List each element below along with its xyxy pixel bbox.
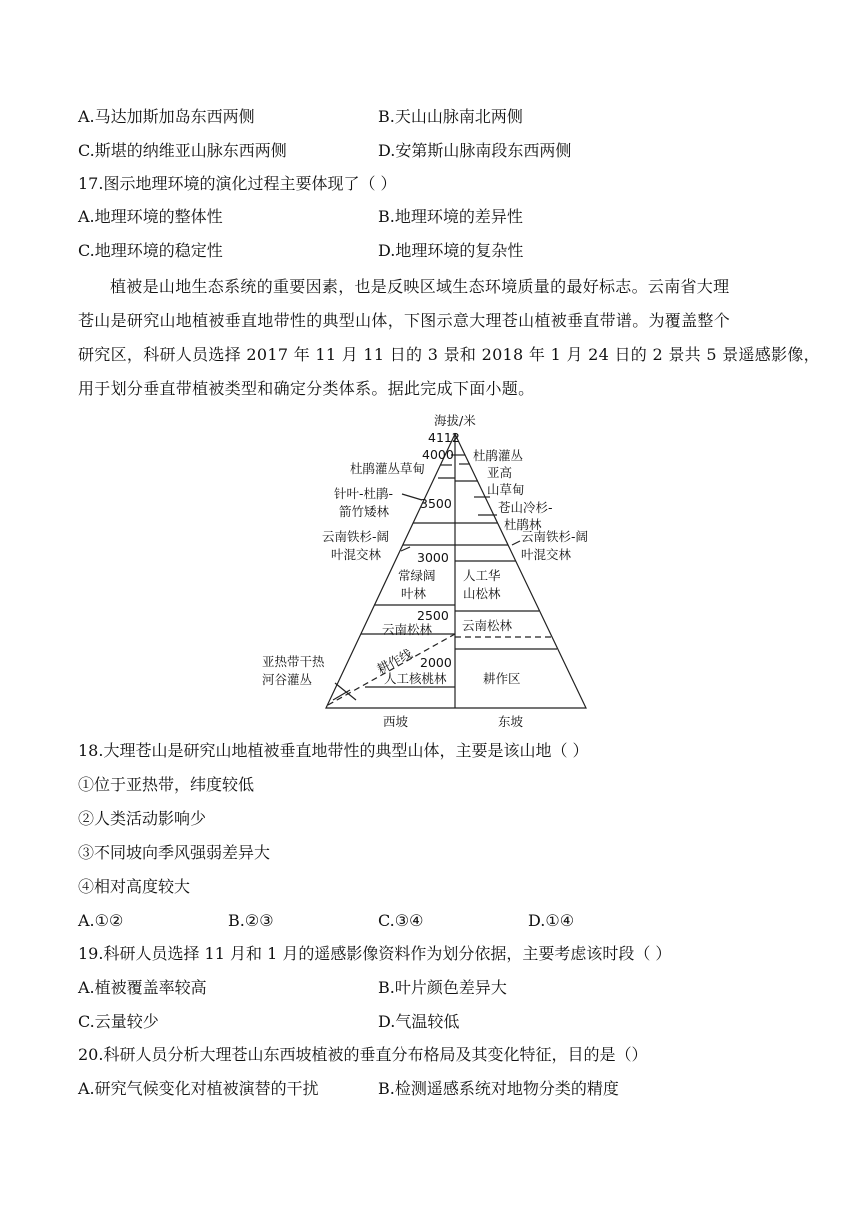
q18-statement-4: ④相对高度较大 [78,877,191,896]
east-slope-label: 东坡 [498,714,524,729]
west-walnut: 人工核桃林 [384,671,447,686]
west-needle-leaf-line1: 针叶-杜鹃- [334,486,394,501]
elev-2000-label: 2000 [420,655,452,670]
q17-option-c: C.地理环境的稳定性 [78,241,223,260]
elev-4112-label: 4112 [428,430,460,445]
west-needle-leaf-line2: 箭竹矮林 [339,504,390,519]
q20-option-b: B.检测遥感系统对地物分类的精度 [378,1079,619,1098]
q18-statement-2: ②人类活动影响少 [78,809,207,828]
q16-option-a: A.马达加斯加岛东西两侧 [78,107,255,126]
q17-option-b: B.地理环境的差异性 [378,207,523,226]
q18-statement-3: ③不同坡向季风强弱差异大 [78,843,271,862]
q17-option-a: A.地理环境的整体性 [78,207,223,226]
q18-option-b: B.②③ [228,911,274,930]
q19-option-d: D.气温较低 [378,1012,460,1031]
q18-option-a: A.①② [78,911,124,930]
intro-line-3: 研究区，科研人员选择 2017 年 11 月 11 日的 3 景和 2018 年 1 月 24 日的 2 景共 5 景遥感影像， [78,345,820,364]
west-mixed-forest-line1: 云南铁杉-阔 [322,529,390,544]
west-subtropical-line2: 河谷灌丛 [262,672,313,687]
west-subtropical-line1: 亚热带干热 [262,654,325,669]
q20-option-a: A.研究气候变化对植被演替的干扰 [78,1079,319,1098]
east-mixed-forest-line1: 云南铁杉-阔 [521,529,589,544]
elev-4000-label: 4000 [422,447,454,462]
west-tillage-line-label: 耕作线 [374,645,415,677]
elev-3500-label: 3500 [420,496,452,511]
west-yunnan-pine: 云南松林 [382,622,433,637]
intro-line-4: 用于划分垂直带植被类型和确定分类体系。据此完成下面小题。 [78,379,535,398]
west-evergreen-line1: 常绿阔 [398,568,436,583]
q16-option-d: D.安第斯山脉南段东西两侧 [378,141,572,160]
q18-option-d: D.①④ [528,911,575,930]
q17-stem: 17.图示地理环境的演化过程主要体现了（ ） [78,174,397,193]
west-alpine-shrub-meadow: 杜鹃灌丛草甸 [350,461,426,476]
q16-option-c: C.斯堪的纳维亚山脉东西两侧 [78,141,287,160]
vegetation-zone-diagram [250,405,600,735]
east-fir-line1: 苍山冷杉- [498,500,553,515]
axis-title: 海拔/米 [434,413,476,428]
east-farm-area: 耕作区 [483,671,521,686]
q19-option-a: A.植被覆盖率较高 [78,978,207,997]
west-evergreen-line2: 叶林 [401,586,427,601]
q19-stem: 19.科研人员选择 11 月和 1 月的遥感影像资料作为划分依据，主要考虑该时段（ ） [78,944,672,963]
east-rhododendron-line3: 山草甸 [487,482,525,497]
q18-stem: 18.大理苍山是研究山地植被垂直地带性的典型山体，主要是该山地（ ） [78,741,589,760]
q18-statement-1: ①位于亚热带，纬度较低 [78,775,255,794]
q17-option-d: D.地理环境的复杂性 [378,241,524,260]
east-rhododendron-line2: 亚高 [487,465,513,480]
west-mixed-forest-line2: 叶混交林 [331,547,382,562]
east-mixed-forest-line2: 叶混交林 [521,547,572,562]
east-yunnan-pine: 云南松林 [462,618,513,633]
q19-option-b: B.叶片颜色差异大 [378,978,507,997]
q20-stem: 20.科研人员分析大理苍山东西坡植被的垂直分布格局及其变化特征，目的是（） [78,1045,648,1064]
q18-option-c: C.③④ [378,911,424,930]
west-slope-label: 西坡 [383,714,409,729]
east-rhododendron-line1: 杜鹃灌丛 [473,448,524,463]
intro-paragraph [78,270,820,406]
intro-line-2: 苍山是研究山地植被垂直地带性的典型山体，下图示意大理苍山植被垂直带谱。为覆盖整个 [78,311,731,330]
elev-2500-label: 2500 [417,608,449,623]
q19-option-c: C.云量较少 [78,1012,159,1031]
intro-line-1: 植被是山地生态系统的重要因素，也是反映区域生态环境质量的最好标志。云南省大理 [110,277,730,296]
east-pine-line1: 人工华 [463,568,501,583]
q16-option-b: B.天山山脉南北两侧 [378,107,523,126]
east-fir-line2: 杜鹃林 [504,517,542,532]
elev-3000-label: 3000 [417,550,449,565]
east-pine-line2: 山松林 [463,586,501,601]
